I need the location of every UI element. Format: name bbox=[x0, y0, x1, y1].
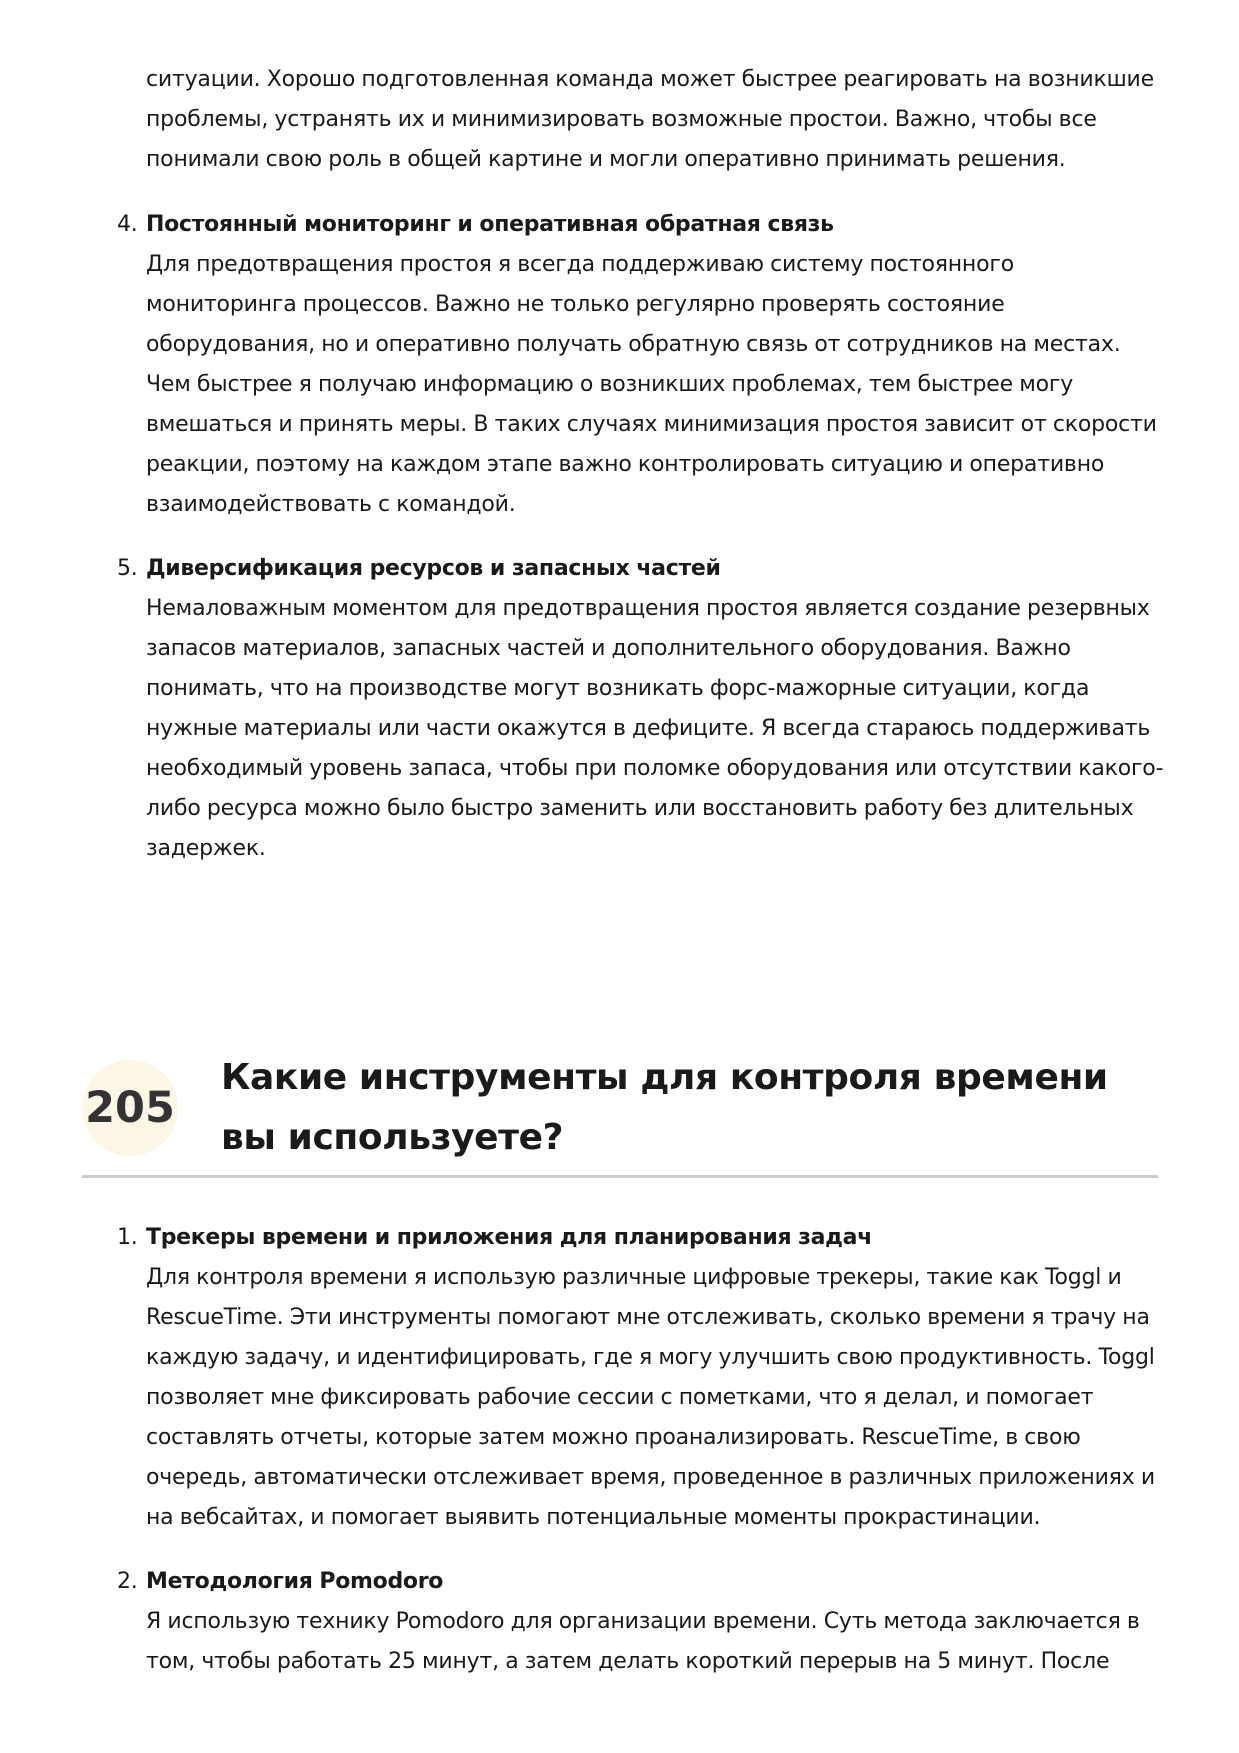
heading-divider bbox=[82, 1175, 1158, 1178]
list-item-title: Диверсификация ресурсов и запасных частей bbox=[146, 556, 721, 581]
list-item-body: Для предотвращения простоя я всегда поддерживаю систему постоянного мониторинга процессов. Важно не только регулярно проверять состояние оборудования, но и оперативно получать обратную связь от сотрудников на местах. Чем быстрее я получаю информацию о возникших проблемах, тем быстрее могу вмешаться и принять меры. В таких случаях минимизация простоя зависит от скорости реакции, поэтому на каждом этапе важно контролировать ситуацию и оперативно взаимодействовать с командой. bbox=[146, 252, 1157, 517]
section-heading: Какие инструменты для контроля времени вы используете? bbox=[221, 1057, 1108, 1158]
list-item-body: Я использую технику Pomodoro для организации времени. Суть метода заключается в том, чтобы работать 25 минут, а затем делать короткий перерыв на 5 минут. После bbox=[146, 1609, 1140, 1674]
list-item-number: 2. bbox=[117, 1569, 138, 1594]
list-item-number: 4. bbox=[117, 212, 138, 237]
list-item-number: 5. bbox=[117, 556, 138, 581]
list-item-title: Методология Pomodoro bbox=[146, 1569, 444, 1594]
question-number-badge bbox=[82, 1060, 178, 1156]
list-item-body: Немаловажным моментом для предотвращения простоя является создание резервных запасов материалов, запасных частей и дополнительного оборудования. Важно понимать, что на производстве могут возникать форс-мажорные ситуации, когда нужные материалы или части окажутся в дефиците. Я всегда стараюсь поддерживать необходимый уровень запаса, чтобы при поломке оборудования или отсутствии какого-либо ресурса можно было быстро заменить или восстановить работу без длительных задержек. bbox=[146, 596, 1164, 861]
list-item-number: 1. bbox=[117, 1225, 138, 1250]
list-item-title: Трекеры времени и приложения для планирования задач bbox=[146, 1225, 872, 1250]
list-item-title: Постоянный мониторинг и оперативная обратная связь bbox=[146, 212, 834, 237]
list-item-body: Для контроля времени я использую различные цифровые трекеры, такие как Toggl и RescueTime. Эти инструменты помогают мне отслеживать, сколько времени я трачу на каждую задачу, и идентифицировать, где я могу улучшить свою продуктивность. Toggl позволяет мне фиксировать рабочие сессии с пометками, что я делал, и помогает составлять отчеты, которые затем можно проанализировать. RescueTime, в свою очередь, автоматически отслеживает время, проведенное в различных приложениях и на вебсайтах, и помогает выявить потенциальные моменты прокрастинации. bbox=[146, 1265, 1155, 1530]
continuation-paragraph: ситуации. Хорошо подготовленная команда может быстрее реагировать на возникшие проблемы, устранять их и минимизировать возможные простои. Важно, чтобы все понимали свою роль в общей картине и могли оперативно принимать решения. bbox=[146, 67, 1154, 172]
question-number: 205 bbox=[85, 1083, 175, 1133]
